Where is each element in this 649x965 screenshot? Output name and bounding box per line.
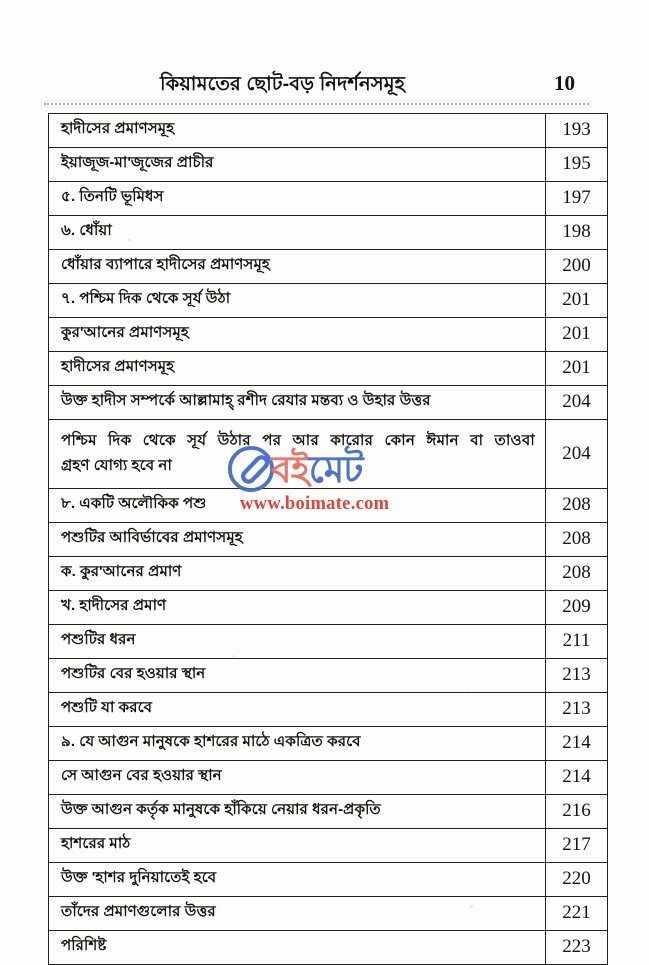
toc-entry-page: 200 <box>546 250 608 284</box>
header-divider <box>44 103 589 107</box>
toc-entry-title: উক্ত আগুন কর্তৃক মানুষকে হাঁকিয়ে নেয়ার ধরন-প্রকৃতি <box>49 795 546 829</box>
toc-entry-title: খ. হাদীসের প্রমাণ <box>49 591 546 625</box>
toc-body <box>49 114 608 965</box>
toc-entry-title: তাঁদের প্রমাণগুলোর উত্তর <box>49 897 546 931</box>
toc-entry-title: উক্ত হাদীস সম্পর্কে আল্লামাহ্ রশীদ রেযার মন্তব্য ও উহার উত্তর <box>49 386 546 420</box>
toc-row <box>49 182 608 216</box>
toc-entry-page: 208 <box>546 489 608 523</box>
toc-entry-title: হাদীসের প্রমাণসমূহ <box>49 352 546 386</box>
toc-row <box>49 795 608 829</box>
toc-row <box>49 761 608 795</box>
toc-entry-title: পরিশিষ্ট <box>49 931 546 965</box>
toc-entry-title: ৮. একটি অলৌকিক পশু <box>49 489 546 523</box>
toc-row <box>49 829 608 863</box>
toc-row <box>49 216 608 250</box>
toc-entry-page: 193 <box>546 114 608 148</box>
toc-row <box>49 659 608 693</box>
toc-entry-title: ক. কুর'আনের প্রমাণ <box>49 557 546 591</box>
table-of-contents <box>48 113 608 965</box>
toc-entry-title: পশুটির বের হওয়ার স্থান <box>49 659 546 693</box>
toc-entry-title: ধোঁয়ার ব্যাপারে হাদীসের প্রমাণসমূহ <box>49 250 546 284</box>
toc-entry-page: 209 <box>546 591 608 625</box>
toc-entry-page: 201 <box>546 352 608 386</box>
toc-entry-title: হাদীসের প্রমাণসমূহ <box>49 114 546 148</box>
toc-entry-title: পশুটির ধরন <box>49 625 546 659</box>
toc-entry-page: 221 <box>546 897 608 931</box>
toc-entry-page: 197 <box>546 182 608 216</box>
toc-entry-title: কুর'আনের প্রমাণসমূহ <box>49 318 546 352</box>
toc-row <box>49 931 608 965</box>
toc-entry-page: 223 <box>546 931 608 965</box>
toc-row <box>49 114 608 148</box>
toc-row <box>49 557 608 591</box>
toc-entry-title: পশুটি যা করবে <box>49 693 546 727</box>
toc-row <box>49 863 608 897</box>
toc-entry-title: ৬. ধোঁয়া <box>49 216 546 250</box>
toc-row <box>49 727 608 761</box>
toc-row <box>49 693 608 727</box>
toc-entry-title: পশুটির আবির্ভাবের প্রমাণসমূহ <box>49 523 546 557</box>
toc-row <box>49 420 608 489</box>
toc-entry-page: 201 <box>546 284 608 318</box>
watermark-url: www.boimate.com <box>240 494 390 514</box>
toc-row <box>49 148 608 182</box>
toc-row <box>49 386 608 420</box>
toc-entry-page: 204 <box>546 420 608 489</box>
toc-entry-title: ৫. তিনটি ভূমিধস <box>49 182 546 216</box>
toc-row <box>49 352 608 386</box>
toc-entry-page: 217 <box>546 829 608 863</box>
toc-row <box>49 318 608 352</box>
toc-entry-title: ইয়াজূজ-মা'জূজের প্রাচীর <box>49 148 546 182</box>
toc-entry-title: সে আগুন বের হওয়ার স্থান <box>49 761 546 795</box>
toc-row <box>49 489 608 523</box>
toc-row <box>49 591 608 625</box>
toc-entry-page: 208 <box>546 557 608 591</box>
toc-entry-page: 204 <box>546 386 608 420</box>
toc-entry-title: ৯. যে আগুন মানুষকে হাশরের মাঠে একত্রিত করবে <box>49 727 546 761</box>
toc-row <box>49 897 608 931</box>
toc-entry-page: 214 <box>546 761 608 795</box>
folio-number: 10 <box>554 71 575 95</box>
toc-entry-page: 211 <box>546 625 608 659</box>
watermark-brand-part1: বই <box>271 448 309 490</box>
toc-entry-page: 214 <box>546 727 608 761</box>
toc-entry-page: 213 <box>546 693 608 727</box>
toc-entry-page: 195 <box>546 148 608 182</box>
watermark-brand-part2: মেট <box>308 448 363 490</box>
toc-row <box>49 284 608 318</box>
toc-row <box>49 523 608 557</box>
toc-row <box>49 250 608 284</box>
toc-entry-title-line: গ্রহণ যোগ্য হবে না <box>61 457 172 474</box>
toc-entry-page: 201 <box>546 318 608 352</box>
toc-entry-page: 213 <box>546 659 608 693</box>
toc-entry-title-line: পশ্চিম দিক থেকে সূর্য উঠার পর আর কারোর কোন ঈমান বা তাওবা <box>61 432 535 450</box>
running-head <box>48 70 583 100</box>
page-title: কিয়ামতের ছোট-বড় নিদর্শনসমূহ <box>160 73 405 95</box>
toc-entry-page: 208 <box>546 523 608 557</box>
toc-entry-page: 220 <box>546 863 608 897</box>
toc-entry-page: 216 <box>546 795 608 829</box>
toc-entry-title <box>49 420 546 489</box>
toc-entry-title: উক্ত 'হাশর দুনিয়াতেই হবে <box>49 863 546 897</box>
toc-entry-title: হাশরের মাঠ <box>49 829 546 863</box>
toc-entry-title: ৭. পশ্চিম দিক থেকে সূর্য উঠা <box>49 284 546 318</box>
toc-row <box>49 625 608 659</box>
toc-entry-page: 198 <box>546 216 608 250</box>
